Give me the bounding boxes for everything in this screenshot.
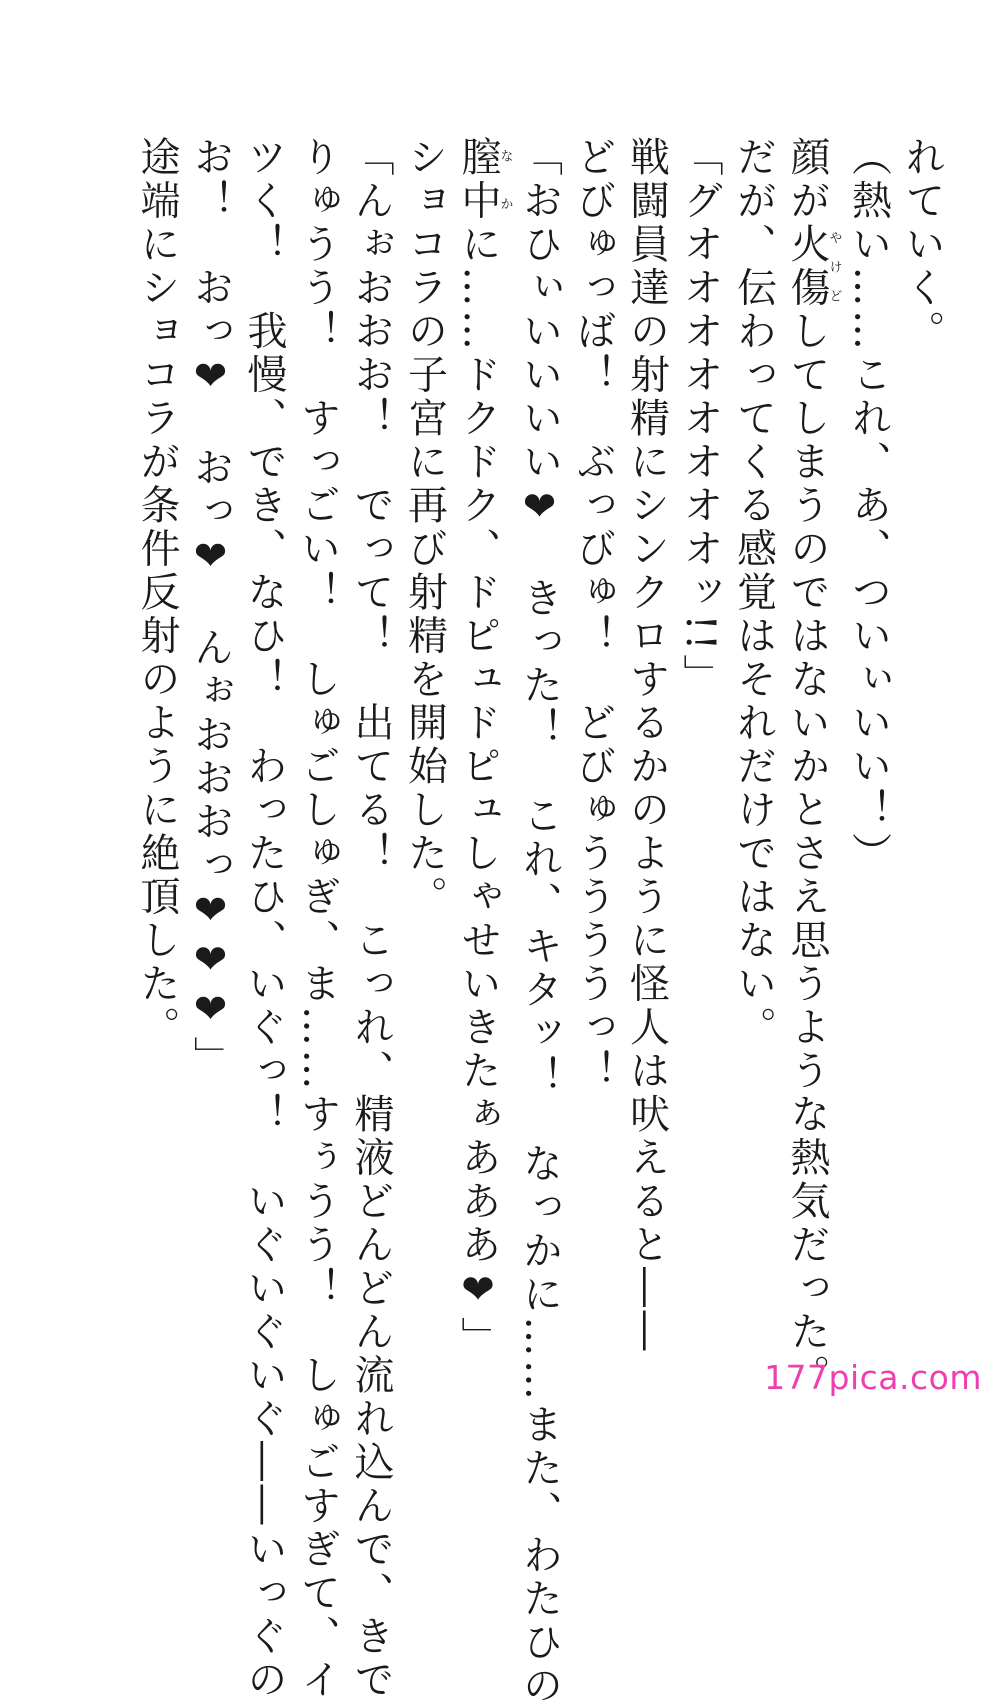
text-line-6: 戦闘員達の射精にシンクロするかのように怪人は吠えると―― <box>623 136 670 1354</box>
text-line-9 <box>451 136 513 1386</box>
text-line-3: 顔が火傷やけどしてしまうのではないかとさえ思うような熱気だった。 <box>784 136 842 1398</box>
text-line-9-rest: に……ドクドク、ドピュドピュしゃせいきたぁあああ❤」 <box>455 223 501 1360</box>
text-line-11: 「んぉおおお！ でって！ 出てる！ こっれ、精液どんどん流れ込んで、きで <box>348 136 394 1702</box>
ruby-yakedo <box>784 223 842 310</box>
text-line-15: 途端にショコラが条件反射のように絶頂した。 <box>134 136 180 1050</box>
ruby-chitsu-naka-reading: なか <box>497 136 513 223</box>
site-watermark: 177pica.com <box>764 1358 982 1397</box>
kanji-kao: 顔 <box>784 136 830 180</box>
text-line-10: ショコラの子宮に再び射精を開始した。 <box>401 136 448 919</box>
ruby-yakedo-reading: やけど <box>826 223 842 310</box>
text-line-14: お！ おっ❤ おっ❤ んぉおおおっ❤❤❤」 <box>187 136 234 1080</box>
ruby-yakedo-base: 火傷 <box>784 223 830 310</box>
text-line-13: ツく！ 我慢、でき、なひ！ わったひ、いぐっ！ いぐいぐいぐ――いっぐの <box>241 136 287 1702</box>
vertical-text-body <box>130 136 949 1708</box>
text-line-5: 「グオオオオオオオオッ!!」 <box>677 136 723 698</box>
ruby-chitsu-naka-base: 膣中 <box>455 136 501 223</box>
text-line-8: 「おひぃいいいい❤ きった！ これ、キタッ！ なっかに……また、わたひの <box>516 136 563 1708</box>
text-line-3-rest: してしまうのではないかとさえ思うような熱気だった。 <box>784 310 830 1398</box>
ruby-chitsu-naka <box>455 136 513 223</box>
text-line-4: だが、伝わってくる感覚はそれだけではない。 <box>730 136 777 1050</box>
text-line-1: れていく。 <box>899 136 945 354</box>
text-line-2: （熱い……これ、あ、ついぃいい！） <box>845 136 892 876</box>
text-line-12: りゅうう！ すっごい！ しゅごしゅぎ、ま……すぅうう！ しゅごすぎて、イ <box>294 136 341 1702</box>
text-line-7: どびゅっば！ ぶっびゅ！ どびゅううううっ！ <box>570 136 616 1093</box>
